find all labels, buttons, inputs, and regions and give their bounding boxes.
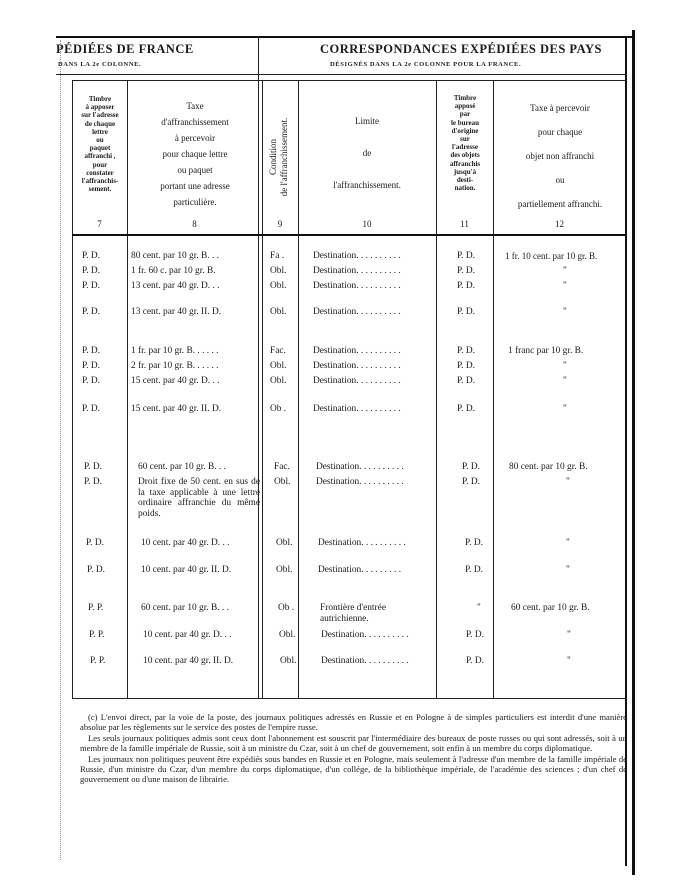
table-row-1-c8: 1 fr. 60 c. par 10 gr. B. — [131, 266, 216, 276]
table-row-13-c10: Destination. . . . . . . . . . — [321, 630, 409, 640]
table-row-3-c12: " — [563, 307, 567, 317]
table-row-4-c11: P. D. — [457, 346, 475, 356]
table-row-4-c8: 1 fr. par 10 gr. B. . . . . . — [131, 346, 219, 356]
table-row-4-c9: Fac. — [270, 346, 286, 356]
table-row-3-c10: Destination. . . . . . . . . . — [313, 307, 401, 317]
col-rule-3 — [262, 80, 263, 698]
header-rule — [56, 74, 626, 75]
col9-header: Condition de l'affranchissement. — [268, 117, 289, 197]
table-row-13-c11: P. D. — [466, 630, 484, 640]
table-row-5-c7: P. D. — [82, 361, 100, 371]
table-row-13-c9: Obl. — [279, 630, 296, 640]
col-rule-2 — [127, 80, 128, 698]
table-row-10-c8: 10 cent. par 40 gr. D. . . — [141, 538, 230, 548]
table-row-5-c8: 2 fr. par 10 gr. B. . . . . . — [131, 361, 219, 371]
col10-header: Limite de l'affranchissement. — [333, 116, 401, 190]
footnote-paragraph-2: Les seuls journaux politiques admis sont ceux dont l'abonnement est souscrit par l'intermédiaire des bureaux de poste russes ou qui sont adressés, soit à un membre de la famille impériale de Russie, soit à un ministre du Czar, soit à un chef de gouvernement, soit enfin à un membre du corps diplomatique. — [80, 732, 627, 754]
table-row-0-c10: Destination. . . . . . . . . . — [313, 251, 401, 261]
table-row-5-c9: Obl. — [270, 361, 287, 371]
table-row-11-c12: " — [566, 565, 570, 575]
table-row-7-c8: 15 cent. par 40 gr. II. D. — [131, 404, 222, 414]
colnum-rule — [72, 234, 626, 236]
col11-number: 11 — [460, 219, 469, 229]
table-row-9-c10: Destination. . . . . . . . . . — [316, 477, 404, 487]
table-row-13-c8: 10 cent. par 40 gr. D. . . — [143, 630, 232, 640]
left-section-subtitle: DANS LA 2e COLONNE. — [58, 61, 142, 68]
table-row-11-c11: P. D. — [465, 565, 483, 575]
col10-number: 10 — [362, 219, 372, 229]
table-row-2-c8: 13 cent. par 40 gr. D. . . — [131, 281, 220, 291]
table-row-9-c12: " — [566, 477, 570, 487]
table-row-14-c10: Destination. . . . . . . . . . — [321, 656, 409, 666]
col7-number: 7 — [97, 219, 102, 229]
right-frame-outer — [632, 30, 635, 875]
table-row-0-c8: 80 cent. par 10 gr. B. . . — [131, 251, 220, 261]
table-row-11-c10: Destination. . . . . . . . . — [318, 565, 402, 575]
col-rule-5 — [436, 80, 437, 698]
table-row-10-c10: Destination. . . . . . . . . . — [318, 538, 406, 548]
table-row-12-c9: Ob . — [278, 603, 295, 613]
binding-edge — [60, 40, 69, 860]
table-row-12-c8: 60 cent. par 10 gr. B. . . — [141, 603, 230, 613]
footnote — [80, 712, 627, 785]
table-row-0-c12: 1 fr. 10 cent. par 10 gr. B. — [505, 251, 598, 261]
table-row-12-c11: " — [477, 603, 481, 613]
table-row-7-c11: P. D. — [457, 404, 475, 414]
table-row-6-c12: " — [563, 376, 567, 386]
col8-header: Taxe d'affranchissement à percevoir pour chaque lettre ou paquet portant une adresse particulière. — [160, 101, 230, 207]
table-row-10-c9: Obl. — [276, 538, 293, 548]
table-row-6-c10: Destination. . . . . . . . . . — [313, 376, 401, 386]
table-row-8-c8: 60 cent. par 10 gr. B. . . — [138, 462, 227, 472]
col11-header: Timbre apposé par le bureau d'origine sur l'adresse des objets affranchis jusqu'à desti- nation. — [449, 94, 481, 193]
table-row-13-c7: P. P. — [89, 630, 105, 640]
table-row-7-c12: " — [563, 404, 567, 414]
table-row-12-c12: 60 cent. par 10 gr. B. — [511, 603, 590, 613]
table-row-4-c10: Destination. . . . . . . . . . — [313, 346, 401, 356]
table-row-5-c12: " — [563, 361, 567, 371]
col7-header: Timbre à apposer sur l'adresse de chaque lettre ou paquet affranchi , pour constater l'affranchis- sement. — [81, 95, 119, 194]
col8-number: 8 — [192, 219, 197, 229]
table-row-14-c7: P. P. — [90, 656, 106, 666]
table-row-9-c9: Obl. — [274, 477, 291, 487]
table-row-0-c7: P. D. — [82, 251, 100, 261]
table-row-10-c12: " — [566, 538, 570, 548]
right-section-title: CORRESPONDANCES EXPÉDIÉES DES PAYS — [320, 42, 602, 56]
table-row-2-c9: Obl. — [270, 281, 287, 291]
table-bottom-rule — [72, 698, 626, 699]
table-row-11-c7: P. D. — [87, 565, 105, 575]
table-row-8-c9: Fac. — [274, 462, 290, 472]
table-row-11-c8: 10 cent. par 40 gr. II. D. — [141, 565, 232, 575]
table-row-6-c11: P. D. — [457, 376, 475, 386]
table-row-1-c10: Destination. . . . . . . . . . — [313, 266, 401, 276]
table-row-9-c7: P. D. — [84, 477, 102, 487]
table-row-2-c10: Destination. . . . . . . . . . — [313, 281, 401, 291]
col12-header: Taxe à percevoir pour chaque objet non affranchi ou partiellement affranchi. — [517, 103, 603, 209]
table-row-3-c8: 13 cent. par 40 gr. II. D. — [131, 307, 222, 317]
table-row-8-c10: Destination. . . . . . . . . . — [316, 462, 404, 472]
table-row-4-c12: 1 franc par 10 gr. B. — [508, 346, 584, 356]
table-row-6-c7: P. D. — [82, 376, 100, 386]
table-row-9-c8: Droit fixe de 50 cent. en sus de la taxe applicable à une lettre ordinaire affranchie du même poids. — [138, 477, 260, 519]
table-row-5-c10: Destination. . . . . . . . . . — [313, 361, 401, 371]
table-row-1-c12: " — [563, 266, 567, 276]
table-row-7-c7: P. D. — [82, 404, 100, 414]
table-row-2-c7: P. D. — [82, 281, 100, 291]
table-row-1-c9: Obl. — [270, 266, 287, 276]
table-row-0-c9: Fa . — [270, 251, 285, 261]
table-row-1-c11: P. D. — [457, 266, 475, 276]
table-row-3-c9: Obl. — [270, 307, 287, 317]
table-row-7-c9: Ob . — [270, 404, 287, 414]
table-row-3-c7: P. D. — [82, 307, 100, 317]
table-row-3-c11: P. D. — [457, 307, 475, 317]
footnote-paragraph-1: (c) L'envoi direct, par la voie de la poste, des journaux politiques adressés en Russie et en Pologne à de simples particuliers est interdit d'une manière absolue par les règlements sur le service des postes de l'empire russe. — [80, 712, 627, 733]
table-row-14-c11: P. D. — [466, 656, 484, 666]
table-row-5-c11: P. D. — [457, 361, 475, 371]
top-rule — [56, 36, 634, 38]
right-section-subtitle: DÉSIGNÉS DANS LA 2e COLONNE POUR LA FRANCE. — [330, 61, 522, 68]
table-row-14-c12: " — [567, 656, 571, 666]
table-row-14-c8: 10 cent. par 40 gr. II. D. — [143, 656, 234, 666]
table-row-8-c11: P. D. — [462, 462, 480, 472]
left-section-title: PÉDIÉES DE FRANCE — [56, 42, 194, 56]
table-row-8-c7: P. D. — [84, 462, 102, 472]
footnote-paragraph-3: Les journaux non politiques peuvent être expédiés sous bandes en Russie et en Pologne, mais seulement à l'adresse d'un membre de la famille impériale de Russie, d'un ministre du Czar, d'un membre du corps diplomatique, d'un collége, de la bibliothèque impériale, de l'académie des sciences ; d'un chef de gouvernement ou d'une maison de librairie. — [80, 753, 627, 785]
table-row-8-c12: 80 cent. par 10 gr. B. — [509, 462, 588, 472]
table-row-10-c11: P. D. — [465, 538, 483, 548]
col12-number: 12 — [555, 219, 564, 229]
table-row-2-c12: " — [563, 281, 567, 291]
table-top-rule — [72, 80, 626, 81]
table-row-9-c11: P. D. — [462, 477, 480, 487]
col9-number: 9 — [277, 219, 283, 229]
table-row-12-c7: P. P. — [88, 603, 104, 613]
table-row-10-c7: P. D. — [86, 538, 104, 548]
col-rule-4 — [298, 80, 299, 698]
table-row-7-c10: Destination. . . . . . . . . . — [313, 404, 401, 414]
table-row-2-c11: P. D. — [457, 281, 475, 291]
table-row-6-c9: Obl. — [270, 376, 287, 386]
table-row-0-c11: P. D. — [457, 251, 475, 261]
table-row-13-c12: " — [567, 630, 571, 640]
table-row-1-c7: P. D. — [82, 266, 100, 276]
table-row-14-c9: Obl. — [280, 656, 297, 666]
table-row-6-c8: 15 cent. par 40 gr. D. . . — [131, 376, 220, 386]
table-row-4-c7: P. D. — [82, 346, 100, 356]
col-rule-1 — [72, 80, 73, 698]
col-rule-6 — [493, 80, 494, 698]
table-row-11-c9: Obl. — [276, 565, 293, 575]
table-row-12-c10: Frontière d'entrée autrichienne. — [320, 603, 386, 624]
